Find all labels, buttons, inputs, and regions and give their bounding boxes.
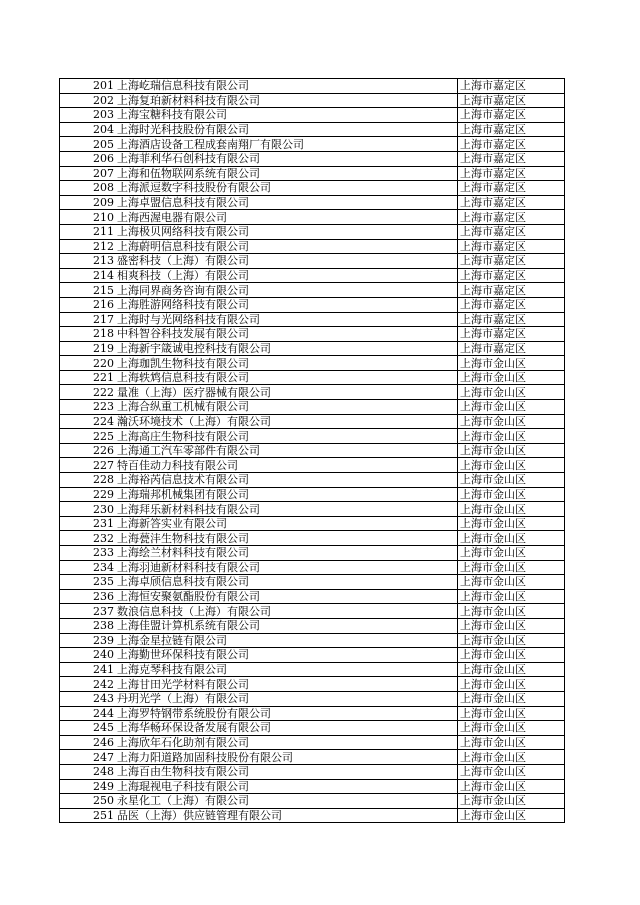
table-row — [60, 224, 565, 239]
district-cell: 上海市金山区 — [458, 706, 565, 721]
company-name-cell: 上海菲利华石创科技有限公司 — [116, 151, 458, 166]
table-row — [60, 297, 565, 312]
company-name-cell: 盛密科技（上海）有限公司 — [116, 254, 458, 269]
district-cell: 上海市嘉定区 — [458, 151, 565, 166]
row-number-cell: 249 — [60, 779, 117, 794]
company-name-cell: 上海西渥电器有限公司 — [116, 210, 458, 225]
district-cell: 上海市金山区 — [458, 648, 565, 663]
district-cell: 上海市嘉定区 — [458, 268, 565, 283]
table-row — [60, 662, 565, 677]
district-cell: 上海市嘉定区 — [458, 224, 565, 239]
district-cell: 上海市嘉定区 — [458, 327, 565, 342]
district-cell: 上海市金山区 — [458, 633, 565, 648]
table-row — [60, 458, 565, 473]
district-cell: 上海市嘉定区 — [458, 122, 565, 137]
district-cell: 上海市嘉定区 — [458, 312, 565, 327]
row-number-cell: 243 — [60, 691, 117, 706]
company-name-cell: 品医（上海）供应链管理有限公司 — [116, 808, 458, 823]
table-row — [60, 370, 565, 385]
district-cell: 上海市金山区 — [458, 385, 565, 400]
table-row — [60, 400, 565, 415]
company-name-cell: 上海珈凯生物科技有限公司 — [116, 356, 458, 371]
company-name-cell: 上海欣年石化助剂有限公司 — [116, 735, 458, 750]
table-row — [60, 429, 565, 444]
table-row — [60, 239, 565, 254]
district-cell: 上海市金山区 — [458, 443, 565, 458]
company-name-cell: 上海甍沣生物科技有限公司 — [116, 531, 458, 546]
row-number-cell: 250 — [60, 794, 117, 809]
table-row — [60, 706, 565, 721]
company-name-cell: 相爽科技（上海）有限公司 — [116, 268, 458, 283]
table-row — [60, 181, 565, 196]
company-name-cell: 上海屹瑞信息科技有限公司 — [116, 79, 458, 94]
row-number-cell: 226 — [60, 443, 117, 458]
district-cell: 上海市金山区 — [458, 604, 565, 619]
district-cell: 上海市金山区 — [458, 414, 565, 429]
table-row — [60, 560, 565, 575]
district-cell: 上海市嘉定区 — [458, 210, 565, 225]
row-number-cell: 234 — [60, 560, 117, 575]
table-row — [60, 516, 565, 531]
table-row — [60, 210, 565, 225]
row-number-cell: 211 — [60, 224, 117, 239]
row-number-cell: 224 — [60, 414, 117, 429]
row-number-cell: 222 — [60, 385, 117, 400]
table-row — [60, 122, 565, 137]
company-name-cell: 上海时光科技股份有限公司 — [116, 122, 458, 137]
table-row — [60, 327, 565, 342]
company-name-cell: 上海派逗数字科技股份有限公司 — [116, 181, 458, 196]
company-name-cell: 上海极贝网络科技有限公司 — [116, 224, 458, 239]
row-number-cell: 221 — [60, 370, 117, 385]
row-number-cell: 218 — [60, 327, 117, 342]
table-row — [60, 721, 565, 736]
company-name-cell: 上海蔚明信息科技有限公司 — [116, 239, 458, 254]
row-number-cell: 238 — [60, 618, 117, 633]
row-number-cell: 242 — [60, 677, 117, 692]
row-number-cell: 203 — [60, 108, 117, 123]
row-number-cell: 217 — [60, 312, 117, 327]
district-cell: 上海市金山区 — [458, 764, 565, 779]
table-row — [60, 487, 565, 502]
row-number-cell: 239 — [60, 633, 117, 648]
table-row — [60, 604, 565, 619]
table-row — [60, 254, 565, 269]
row-number-cell: 210 — [60, 210, 117, 225]
company-name-cell: 上海卓盟信息科技有限公司 — [116, 195, 458, 210]
district-cell: 上海市金山区 — [458, 516, 565, 531]
row-number-cell: 209 — [60, 195, 117, 210]
district-cell: 上海市金山区 — [458, 721, 565, 736]
row-number-cell: 215 — [60, 283, 117, 298]
company-list-table — [59, 78, 565, 823]
company-name-cell: 上海力阳道路加固科技股份有限公司 — [116, 750, 458, 765]
table-row — [60, 779, 565, 794]
row-number-cell: 233 — [60, 546, 117, 561]
row-number-cell: 248 — [60, 764, 117, 779]
company-name-cell: 上海胜游网络科技有限公司 — [116, 297, 458, 312]
company-name-cell: 上海裕芮信息技术有限公司 — [116, 473, 458, 488]
row-number-cell: 227 — [60, 458, 117, 473]
district-cell: 上海市嘉定区 — [458, 239, 565, 254]
district-cell: 上海市金山区 — [458, 546, 565, 561]
row-number-cell: 240 — [60, 648, 117, 663]
district-cell: 上海市金山区 — [458, 750, 565, 765]
district-cell: 上海市金山区 — [458, 794, 565, 809]
row-number-cell: 228 — [60, 473, 117, 488]
table-row — [60, 312, 565, 327]
row-number-cell: 244 — [60, 706, 117, 721]
company-name-cell: 上海轶鸩信息科技有限公司 — [116, 370, 458, 385]
row-number-cell: 213 — [60, 254, 117, 269]
company-name-cell: 中科智谷科技发展有限公司 — [116, 327, 458, 342]
row-number-cell: 207 — [60, 166, 117, 181]
company-name-cell: 上海复珀新材料科技有限公司 — [116, 93, 458, 108]
row-number-cell: 231 — [60, 516, 117, 531]
row-number-cell: 245 — [60, 721, 117, 736]
district-cell: 上海市嘉定区 — [458, 166, 565, 181]
row-number-cell: 208 — [60, 181, 117, 196]
district-cell: 上海市嘉定区 — [458, 181, 565, 196]
row-number-cell: 223 — [60, 400, 117, 415]
row-number-cell: 235 — [60, 575, 117, 590]
company-name-cell: 数浪信息科技（上海）有限公司 — [116, 604, 458, 619]
row-number-cell: 225 — [60, 429, 117, 444]
company-name-cell: 上海酒店设备工程成套南翔厂有限公司 — [116, 137, 458, 152]
company-name-cell: 上海同界商务咨询有限公司 — [116, 283, 458, 298]
table-row — [60, 502, 565, 517]
company-name-cell: 上海金星拉链有限公司 — [116, 633, 458, 648]
company-name-cell: 特百佳动力科技有限公司 — [116, 458, 458, 473]
row-number-cell: 220 — [60, 356, 117, 371]
table-row — [60, 443, 565, 458]
row-number-cell: 201 — [60, 79, 117, 94]
district-cell: 上海市金山区 — [458, 531, 565, 546]
table-row — [60, 575, 565, 590]
table-row — [60, 648, 565, 663]
table-row — [60, 414, 565, 429]
row-number-cell: 219 — [60, 341, 117, 356]
district-cell: 上海市嘉定区 — [458, 137, 565, 152]
row-number-cell: 246 — [60, 735, 117, 750]
row-number-cell: 237 — [60, 604, 117, 619]
row-number-cell: 205 — [60, 137, 117, 152]
row-number-cell: 232 — [60, 531, 117, 546]
district-cell: 上海市金山区 — [458, 735, 565, 750]
table-row — [60, 546, 565, 561]
table-row — [60, 750, 565, 765]
table-row — [60, 341, 565, 356]
district-cell: 上海市嘉定区 — [458, 341, 565, 356]
company-name-cell: 上海和伍物联网系统有限公司 — [116, 166, 458, 181]
table-row — [60, 735, 565, 750]
company-name-cell: 上海时与光网络科技有限公司 — [116, 312, 458, 327]
company-list-body — [60, 79, 565, 823]
district-cell: 上海市金山区 — [458, 458, 565, 473]
company-name-cell: 瀚沃环境技术（上海）有限公司 — [116, 414, 458, 429]
table-row — [60, 808, 565, 823]
company-name-cell: 上海绘兰材料科技有限公司 — [116, 546, 458, 561]
district-cell: 上海市嘉定区 — [458, 79, 565, 94]
company-name-cell: 上海高庄生物科技有限公司 — [116, 429, 458, 444]
company-name-cell: 丹玥光学（上海）有限公司 — [116, 691, 458, 706]
table-row — [60, 531, 565, 546]
company-name-cell: 上海通工汽车零部件有限公司 — [116, 443, 458, 458]
district-cell: 上海市金山区 — [458, 400, 565, 415]
company-name-cell: 上海克琴科技有限公司 — [116, 662, 458, 677]
table-row — [60, 151, 565, 166]
row-number-cell: 212 — [60, 239, 117, 254]
company-name-cell: 上海勤世环保科技有限公司 — [116, 648, 458, 663]
table-row — [60, 283, 565, 298]
district-cell: 上海市金山区 — [458, 356, 565, 371]
table-row — [60, 589, 565, 604]
district-cell: 上海市金山区 — [458, 502, 565, 517]
company-name-cell: 上海恒安聚氨酯股份有限公司 — [116, 589, 458, 604]
company-name-cell: 上海华畅环保设备发展有限公司 — [116, 721, 458, 736]
row-number-cell: 229 — [60, 487, 117, 502]
company-name-cell: 上海合纵重工机械有限公司 — [116, 400, 458, 415]
table-row — [60, 137, 565, 152]
district-cell: 上海市金山区 — [458, 618, 565, 633]
district-cell: 上海市金山区 — [458, 779, 565, 794]
district-cell: 上海市嘉定区 — [458, 195, 565, 210]
district-cell: 上海市金山区 — [458, 370, 565, 385]
table-row — [60, 93, 565, 108]
district-cell: 上海市金山区 — [458, 473, 565, 488]
district-cell: 上海市金山区 — [458, 487, 565, 502]
company-name-cell: 上海卓颀信息科技有限公司 — [116, 575, 458, 590]
district-cell: 上海市嘉定区 — [458, 93, 565, 108]
table-row — [60, 618, 565, 633]
row-number-cell: 204 — [60, 122, 117, 137]
company-name-cell: 上海百由生物科技有限公司 — [116, 764, 458, 779]
district-cell: 上海市嘉定区 — [458, 254, 565, 269]
row-number-cell: 247 — [60, 750, 117, 765]
company-name-cell: 上海新宇箴诚电控科技有限公司 — [116, 341, 458, 356]
row-number-cell: 230 — [60, 502, 117, 517]
table-row — [60, 356, 565, 371]
district-cell: 上海市金山区 — [458, 808, 565, 823]
row-number-cell: 216 — [60, 297, 117, 312]
district-cell: 上海市嘉定区 — [458, 297, 565, 312]
district-cell: 上海市金山区 — [458, 589, 565, 604]
company-name-cell: 上海甘田光学材料有限公司 — [116, 677, 458, 692]
table-row — [60, 473, 565, 488]
table-row — [60, 195, 565, 210]
table-row — [60, 633, 565, 648]
company-name-cell: 上海琨视电子科技有限公司 — [116, 779, 458, 794]
company-name-cell: 上海佳盟计算机系统有限公司 — [116, 618, 458, 633]
company-name-cell: 上海新答实业有限公司 — [116, 516, 458, 531]
company-name-cell: 上海拜乐新材料科技有限公司 — [116, 502, 458, 517]
row-number-cell: 236 — [60, 589, 117, 604]
table-row — [60, 677, 565, 692]
district-cell: 上海市嘉定区 — [458, 283, 565, 298]
table-row — [60, 166, 565, 181]
row-number-cell: 251 — [60, 808, 117, 823]
district-cell: 上海市金山区 — [458, 575, 565, 590]
company-name-cell: 上海瑞邦机械集团有限公司 — [116, 487, 458, 502]
table-row — [60, 794, 565, 809]
district-cell: 上海市金山区 — [458, 429, 565, 444]
company-name-cell: 上海羽迪新材料科技有限公司 — [116, 560, 458, 575]
company-name-cell: 永星化工（上海）有限公司 — [116, 794, 458, 809]
row-number-cell: 202 — [60, 93, 117, 108]
district-cell: 上海市金山区 — [458, 677, 565, 692]
company-name-cell: 量准（上海）医疗器械有限公司 — [116, 385, 458, 400]
table-row — [60, 108, 565, 123]
table-row — [60, 79, 565, 94]
table-row — [60, 268, 565, 283]
row-number-cell: 241 — [60, 662, 117, 677]
district-cell: 上海市嘉定区 — [458, 108, 565, 123]
table-row — [60, 764, 565, 779]
district-cell: 上海市金山区 — [458, 560, 565, 575]
table-row — [60, 691, 565, 706]
table-row — [60, 385, 565, 400]
district-cell: 上海市金山区 — [458, 662, 565, 677]
company-name-cell: 上海宝糖科技有限公司 — [116, 108, 458, 123]
district-cell: 上海市金山区 — [458, 691, 565, 706]
row-number-cell: 214 — [60, 268, 117, 283]
company-name-cell: 上海罗特钢带系统股份有限公司 — [116, 706, 458, 721]
row-number-cell: 206 — [60, 151, 117, 166]
